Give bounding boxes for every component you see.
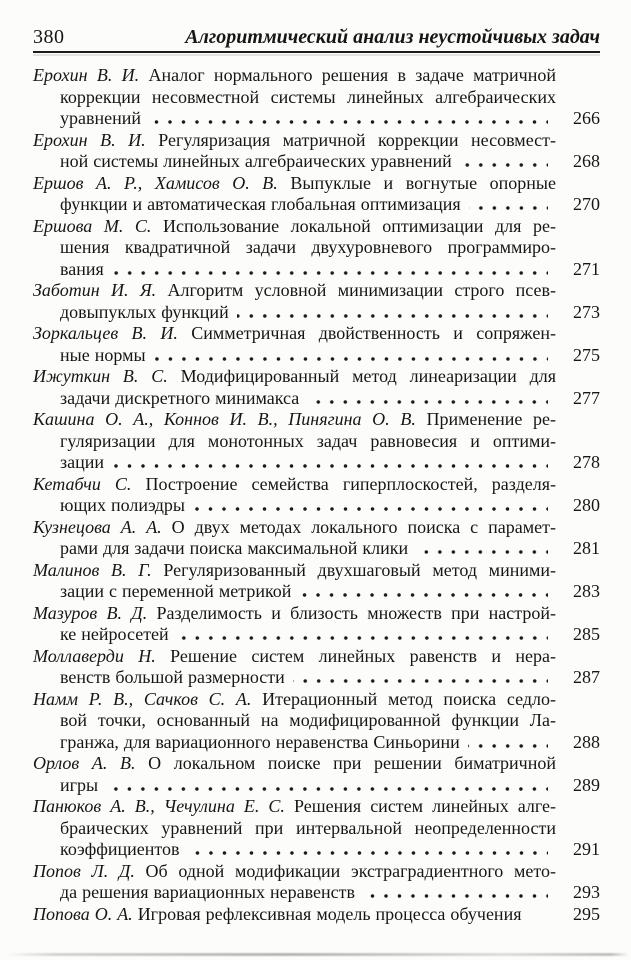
toc-entries (33, 65, 600, 925)
entry-line (33, 259, 600, 281)
entry-line: браических уравнений при интервальной неопределенности (60, 817, 556, 838)
entry-line: Ерохин В. И. Аналог нормального решения в задаче матричной (33, 65, 556, 85)
entry-line: гуляризации для монотонных задач равновесия и оптими- (60, 430, 556, 451)
entry-dot-leader (237, 306, 548, 318)
entry-line (33, 495, 600, 517)
entry-page-number: 293 (573, 882, 600, 902)
entry-page-number: 278 (573, 452, 600, 472)
entry-line: Ершов А. Р., Хамисов О. В. Выпуклые и вогнутые опорные (33, 172, 556, 193)
entry-line: Попов Л. Д. Об одной модификации экстраградиентного мето- (33, 860, 556, 881)
entry-line (33, 194, 600, 216)
entry-dot-leader (307, 392, 548, 404)
entry-dot-leader (416, 542, 548, 554)
scan-artifact-line (6, 953, 629, 956)
entry-page-number: 288 (573, 731, 600, 752)
entry-authors: Кашина О. А., Коннов И. В., Пинягина О. В. (33, 409, 416, 429)
entry-line: шения квадратичной задачи двухуровневого программиро- (60, 237, 556, 257)
entry-title-text: Попова О. А. Игровая рефлексивная модель процесса обучения (33, 903, 522, 924)
entry-dot-leader (363, 886, 548, 898)
entry-line: Мазуров В. Д. Разделимость и близость множеств при настрой- (33, 602, 556, 623)
entry-line (33, 388, 600, 410)
entry-title-text: функции и автоматическая глобальная оптимизация (60, 194, 461, 214)
entry-dot-leader (299, 585, 548, 597)
entry-line (33, 452, 600, 474)
entry-line (33, 151, 600, 173)
toc-entry (33, 796, 600, 861)
entry-dot-leader (469, 198, 548, 210)
entry-page-number: 281 (573, 538, 600, 558)
running-title: Алгоритмический анализ неустойчивых задач (185, 26, 600, 48)
toc-entry (33, 689, 600, 754)
entry-line (33, 904, 600, 926)
entry-page-number: 275 (573, 344, 600, 365)
entry-line (33, 538, 600, 560)
entry-dot-leader (112, 263, 548, 275)
toc-entry (33, 65, 600, 130)
toc-entry (33, 130, 600, 173)
entry-authors: Ершов А. Р., Хамисов О. В. (33, 172, 278, 193)
entry-dot-leader (460, 155, 548, 167)
entry-page-number: 280 (573, 495, 600, 515)
entry-page-number: 285 (573, 624, 600, 644)
entry-title-text: зации с переменной метрикой (60, 581, 292, 601)
entry-line: Ерохин В. И. Регуляризация матричной коррекции несовмест- (33, 129, 556, 150)
toc-entry (33, 323, 600, 366)
entry-page-number: 295 (573, 903, 600, 924)
entry-authors: Заботин И. Я. (33, 280, 157, 300)
entry-authors: Моллаверди Н. (33, 645, 156, 666)
entry-page-number: 287 (573, 667, 600, 687)
header-rule (33, 51, 600, 53)
entry-line: Ижуткин В. С. Модифицированный метод линеаризации для (33, 366, 556, 386)
entry-line: Малинов В. Г. Регуляризованный двухшаговый метод миними- (33, 559, 556, 580)
entry-title-text: да решения вариационных неравенств (60, 882, 356, 902)
entry-title-text: ющих полиэдры (60, 495, 185, 515)
entry-dot-leader (188, 843, 548, 855)
toc-entry (33, 861, 600, 904)
toc-entry (33, 560, 600, 603)
toc-entry (33, 646, 600, 689)
entry-page-number: 291 (573, 839, 600, 859)
entry-dot-leader (112, 456, 548, 468)
entry-line (33, 667, 600, 689)
entry-dot-leader (177, 628, 548, 640)
toc-entry (33, 474, 600, 517)
entry-title-text: коэффициентов (60, 839, 180, 859)
entry-title-text: довыпуклых функций (60, 301, 229, 322)
entry-authors: Кетабчи С. (33, 473, 132, 494)
entry-title-text: гранжа, для вариационного неравенства Синьорини (60, 731, 460, 752)
entry-dot-leader (293, 671, 548, 683)
entry-line: Кетабчи С. Построение семейства гиперплоскостей, разделя- (33, 473, 556, 494)
entry-title-text: ной системы линейных алгебраических уравнений (60, 151, 452, 171)
entry-dot-leader (149, 112, 548, 124)
entry-line: вой точки, основанный на модифицированной функции Ла- (60, 710, 556, 730)
entry-line: Панюков А. В., Чечулина Е. С. Решения систем линейных алге- (33, 796, 557, 816)
toc-entry (33, 173, 600, 216)
entry-dot-leader (468, 736, 548, 748)
entry-dot-leader (193, 499, 548, 511)
entry-line: Кашина О. А., Коннов И. В., Пинягина О. В. Применение ре- (33, 409, 556, 429)
entry-title-text: вания (60, 258, 104, 279)
entry-page-number: 289 (573, 774, 600, 795)
toc-entry (33, 280, 600, 323)
toc-entry (33, 409, 600, 474)
toc-entry (33, 904, 600, 926)
entry-page-number: 273 (573, 301, 600, 322)
entry-authors: Ершова М. С. (33, 215, 152, 236)
entry-line (33, 624, 600, 646)
entry-line (33, 882, 600, 904)
entry-line: коррекции несовместной системы линейных алгебраических (60, 86, 556, 107)
entry-authors: Ижуткин В. С. (33, 366, 168, 386)
entry-title-text: зации (60, 452, 104, 472)
entry-line (33, 839, 600, 861)
toc-entry (33, 603, 600, 646)
entry-line (33, 345, 600, 367)
entry-authors: Попова О. А. (33, 903, 133, 924)
entry-authors: Орлов А. В. (33, 753, 136, 773)
entry-line: Моллаверди Н. Решение систем линейных равенств и нера- (33, 645, 556, 666)
entry-page-number: 283 (573, 581, 600, 601)
entry-authors: Ерохин В. И. (33, 65, 140, 85)
entry-authors: Панюков А. В., Чечулина Е. С. (33, 796, 285, 816)
entry-dot-leader (154, 349, 548, 361)
toc-entry (33, 366, 600, 409)
entry-line (33, 732, 600, 754)
entry-page-number: 270 (573, 194, 600, 214)
toc-entry (33, 216, 600, 281)
entry-authors: Попов Л. Д. (33, 860, 135, 881)
entry-line (33, 581, 600, 603)
entry-line: Ершова М. С. Использование локальной оптимизации для ре- (33, 215, 556, 236)
toc-entry (33, 517, 600, 560)
entry-title-text: рами для задачи поиска максимальной клики (60, 538, 409, 558)
entry-title-text: уравнений (60, 108, 142, 128)
entry-page-number: 271 (573, 258, 600, 279)
running-header (33, 25, 600, 49)
toc-entry (33, 753, 600, 796)
entry-line (33, 775, 600, 797)
entry-title-text: игры (60, 774, 99, 795)
entry-line: Намм Р. В., Сачков С. А. Итерационный метод поиска седло- (33, 688, 556, 709)
entry-line (33, 108, 600, 130)
entry-authors: Намм Р. В., Сачков С. А. (33, 688, 252, 709)
entry-authors: Мазуров В. Д. (33, 602, 148, 623)
entry-line: Кузнецова А. А. О двух методах локального поиска с парамет- (33, 516, 556, 537)
entry-dot-leader (106, 779, 548, 791)
entry-authors: Малинов В. Г. (33, 559, 152, 580)
entry-authors: Ерохин В. И. (33, 129, 146, 150)
page-number: 380 (33, 26, 65, 48)
entry-title-text: задачи дискретного минимакса (60, 387, 300, 408)
entry-title-text: венств большой размерности (60, 667, 285, 687)
entry-page-number: 277 (573, 387, 600, 408)
entry-title-text: ные нормы (60, 344, 146, 365)
entry-line (33, 302, 600, 324)
entry-page-number: 268 (573, 151, 600, 171)
entry-title-text: ке нейросетей (60, 624, 169, 644)
entry-line: Заботин И. Я. Алгоритм условной минимизации строго псев- (33, 280, 556, 300)
entry-authors: Кузнецова А. А. (33, 516, 162, 537)
entry-dot-leader (529, 908, 548, 920)
entry-page-number: 266 (573, 108, 600, 128)
entry-line: Орлов А. В. О локальном поиске при решении биматричной (33, 753, 556, 773)
entry-line: Зоркальцев В. И. Симметричная двойственность и сопряжен- (33, 323, 556, 343)
entry-authors: Зоркальцев В. И. (33, 323, 178, 343)
